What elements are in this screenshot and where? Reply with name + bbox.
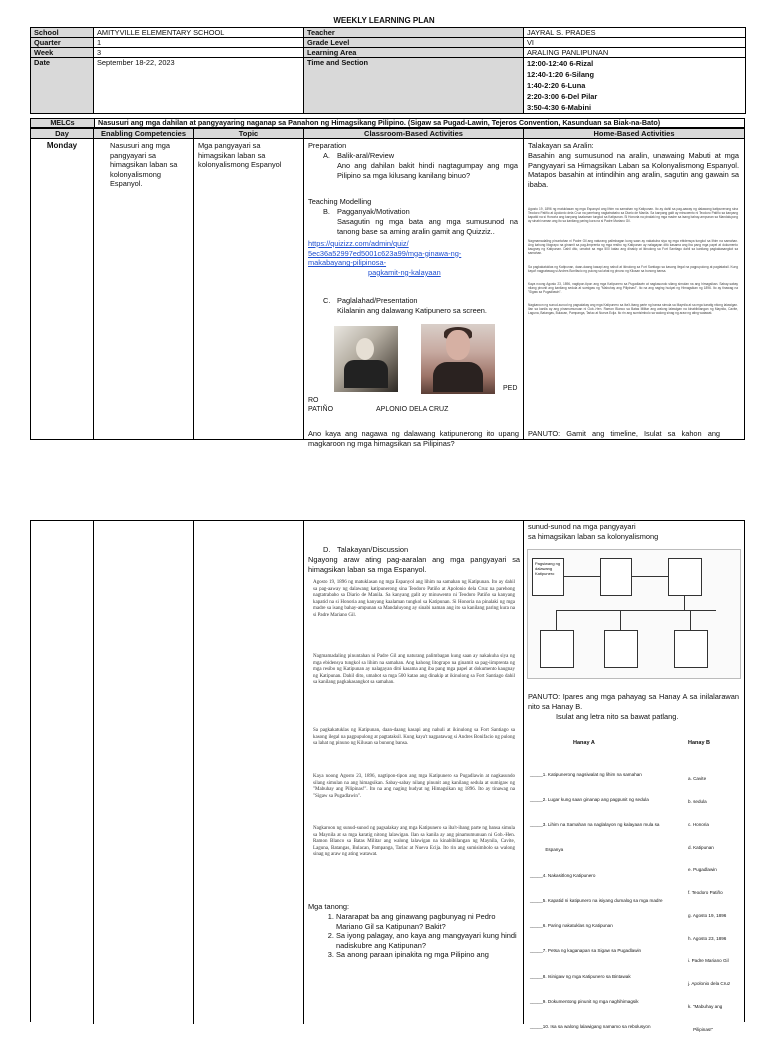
header-table [30, 27, 746, 114]
hanay-b-item: d. Katipunan [688, 844, 714, 850]
hanay-a-item: _____9. Dokumentong pinunit ng mga naghihimagsik [530, 998, 639, 1004]
schedule-item: 2:20-3:00 6-Del Pilar [527, 92, 598, 101]
quarter-value: 1 [94, 38, 304, 48]
home-reading-p2: Nagmamadaling pinuntahan ni Padre Gil ang naturang palimbagan kung saan ay nakakuha siya ng mga ebidensya tungkol sa lihim na samahan. Ang kahong litograpo na ginamit sa pag-iimprenta ng mga resibo ng Katipunan ay nalagayan ditó kasama ang iba pang mga papel at dokumento kaugnay ng Katipunan. Dahil dito, umabot sa mga 500 katao ang dinakip at ikinulong sa Fort Santiago dahil sa kanilang pagkakasangkot sa samahan. [528, 239, 738, 255]
hanay-b-item: b. sedula [688, 798, 707, 804]
hanay-a-item: Espanya [530, 847, 564, 853]
hanay-a-item: _____3. Lihim na Samahan na naglalayon ng kalayaan mula sa [530, 822, 660, 828]
timeline-box[interactable] [600, 558, 632, 596]
hanay-b-item: c. Honoria [688, 821, 709, 827]
hanay-b-item: i. Padre Mariano Gil [688, 958, 729, 964]
item-d-title: Talakayan/Discussion [337, 545, 409, 554]
home-title: Talakayan sa Aralin: [528, 141, 594, 150]
timeline-box[interactable] [668, 558, 702, 596]
caption-patino: PATIÑO [308, 406, 334, 413]
hanay-a-item: _____4. Nakasitlong Katipunero [530, 872, 596, 878]
caption-ped: PED [503, 385, 518, 392]
hanay-b-item: k. "Mabuhay ang [688, 1004, 723, 1009]
hanay-b-list [688, 760, 744, 1041]
schedule-item: 1:40-2:20 6-Luna [527, 81, 586, 90]
hanay-b-heading: Hanay B [688, 740, 711, 746]
modelling-heading: Teaching Modelling [308, 197, 372, 206]
topic-text: Mga pangyayari sa himagsikan laban sa kolonyalismong Espanyol [198, 141, 282, 170]
home-continued-1: sunud-sunod na mga pangyayari [528, 522, 636, 531]
discussion-p3: Sa pagkakatuklas ng Katipunan, daan-daang kasapi ang nahuli at ikinulong sa Fort Santiago sa kasong ilegal na pagpupulong at pagtataksil. Kung kaya't nagpatawag si Andres Bonifacio ng pulong sa lahat ng pinuno ng Kilusan sa bunong bansa. [313, 728, 515, 746]
home-reading-p4: Kaya noong Agosto 23, 1896, nagtipon-tipon ang mga Katipunero sa Pugadlawin at nagkasundo silang simulan na ang himagsikan. Sabay-sabay nilang pinunit ang kanilang sedula at sumigaw ng "Mabuhay ang Pilipinas!". Ito na ang naging hudyat ng Himagsikan ng 1896. Ito ay tinawag na "Sigaw sa Pugadlawin". [528, 282, 738, 294]
home-reading-p3: Sa pagkakatuklas ng Katipunan, daan-daang kasapi ang nahuli at ikinulong sa Fort Santiago sa kasong ilegal na pagpupulong at pagtataksil. Kung kaya't nagpatawag si Andres Bonifacio ng pulong sa lahat ng pinuno ng Kilusan sa bunong bansa. [528, 265, 738, 273]
dela-cruz-photo [421, 324, 495, 394]
timeline-box[interactable] [604, 630, 638, 668]
item-a-text: Ano ang dahilan bakit hindi nagtagumpay ang mga Pilipino sa mga kilusang kanilang binuo? [337, 161, 518, 180]
caption-dela-cruz: APLONIO DELA CRUZ [376, 406, 449, 413]
hanay-a-item: _____2. Lugar kung saan ginanap ang pagpunit ng sedula [530, 797, 649, 803]
schedule-item: 12:40-1:20 6-Silang [527, 70, 594, 79]
home-reading-p1: Agosto 19, 1896 ng matuklasan ng mga Espanyol ang lihim na samahan ng Katipunan. Ito ay dahil sa pag-aaway ng dalawang katipunerong sina Teodoro Patiño at Apolonio dela Cruz na parehong nagtatrabaho sa Diario de Manila. Sa kanyang galit ay minuwento ni Teodoro Patiño sa kanyang kapatid na si Honoria ang kanyang kaalaman tungkol sa Katipunan. Si Honoria na pinalaki ng mga madre sa isang bahay-ampunan sa Mandaluyong ay sinabi naman ang ito sa kanilang paring kura na si Padre Mariano Gil. [528, 207, 738, 223]
home-continued-2: sa himagsikan laban sa kolonyalismong [528, 532, 659, 541]
discussion-p2: Nagmamadaling pinuntahan ni Padre Gil ang naturang palimbagan kung saan ay nakakuha siya ng mga ebidensya tungkol sa lihim na samahan. Ang kahong litograpo na ginamit sa pag-iimprenta ng mga resibo ng Katipunan ay nalagayan ditó kasama ang iba pang mga papel at dokumento kaugnay ng Katipunan. Dahil dito, umabot sa mga 500 katao ang dinakip at ikinulong sa Fort Santiago dahil sa kanilang pagkakasangkot sa samahan. [313, 654, 515, 685]
schedule-list [524, 58, 746, 114]
home-text: Basahin ang sumusunod na aralin, unawaing Mabuti at mga Pangyayari sa Himagsikan Laban sa Kolonyalismong Espanyol. Matapos basahin at intindihin ang aralin, sagutin ang gawain sa ibaba. [528, 151, 739, 189]
hanay-b-item: f. Teodoro Patiño [688, 890, 723, 896]
hanay-a-item: _____1. Katipunerong nagsiwalat ng lihim na samahan [530, 771, 642, 777]
date-label: Date [31, 58, 94, 114]
item-a-title: Balik-aral/Review [337, 151, 395, 160]
teacher-value: JAYRAL S. PRADES [524, 28, 746, 38]
home-reading-p5: Nagkaroon ng sunud-sunod ng pagsalakay ang mga Katipunero sa iba't-ibang parte ng bansa simula sa Maynila at sa mga karatig nitong lalawigan. Ilan sa kanila ay ang pinamumunuan ni Gob.-Hen. Ramon Blanco sa Batas Militar ang walong lalawigan na kinabibilangan ng Maynila, Cavite, Laguna, Batangas, Bulacan, Pampanga, Tarlac at Nueva Ecija. Ito rin ang sumisimbolo sa walong sinag ng araw ng ating watawat. [528, 303, 738, 315]
question-item: 2. Sa iyong palagay, ano kaya ang mangyayari kung hindi nadiskubre ang Katipunan? [336, 931, 520, 950]
timeline-box-first: Pagsiwang ng dalawang Katipunero [532, 558, 564, 596]
document-title: WEEKLY LEARNING PLAN [333, 16, 435, 25]
quiz-link-line[interactable]: 5ec36a52997ed5001c623a99/mga-ginawa-ng- [308, 248, 462, 258]
panuto-2-instruction: Isulat ang letra nito sa bawat patlang. [556, 712, 679, 721]
hanay-b-item: Pilipinas!" [688, 1026, 714, 1032]
melcs-text: Nasusuri ang mga dahilan at pangyayaring naganap sa Panahon ng Himagsikang Pilipino. (Sigaw sa Pugad-Lawin, Tejeros Convention, Kasunduan sa Biak-na-Bato) [98, 118, 661, 127]
questions-heading: Mga tanong: [308, 902, 350, 911]
item-c-label: C. [323, 296, 331, 305]
item-d-label: D. [323, 545, 331, 554]
item-c-title: Paglalahad/Presentation [337, 296, 418, 305]
patino-photo [334, 326, 398, 392]
day-monday: Monday [46, 141, 78, 150]
hanay-b-item: h. Agosto 23, 1896 [688, 935, 727, 941]
classroom-question: Ano kaya ang nagawa ng dalawang katipunerong ito upang magkaroon ng mga himagsikan sa Pilipinas? [308, 429, 519, 448]
discussion-p5: Nagkaroon ng sunud-sunod ng pagsalakay ang mga Katipunero sa iba't-ibang parte ng bansa simula sa Maynila at sa mga karatig nitong lalawigan. Ilan sa kanila ay ang pinamumunuan ni Gob.-Hen. Ramon Blanco sa Batas Militar ang walong lalawigan na kinabibilangan ng Maynila, Cavite, Laguna, Batangas, Bulacan, Pampanga, Tarlac at Nueva Ecija. Ito rin ang sumisimbolo sa walong sinag ng araw ng ating watawat. [313, 826, 515, 857]
competency-text: Nasusuri ang mga pangyayari sa himagsikan laban sa kolonyalismong Espanyol. [110, 141, 178, 189]
date-value: September 18-22, 2023 [94, 58, 304, 114]
school-label: School [31, 28, 94, 38]
caption-ro: RO [308, 397, 319, 404]
item-b-label: B. [323, 207, 330, 216]
timeline-box[interactable] [540, 630, 574, 668]
hanay-a-item: _____7. Petsa ng kaganapan sa Sigaw sa Pugadlawin [530, 948, 642, 954]
quarter-label: Quarter [31, 38, 94, 48]
hanay-a-item: _____10. Isa sa walong lalawigang namamo sa rebolusyon [530, 1024, 651, 1029]
item-d-text: Ngayong araw ating pag-aaralan ang mga pangyayari sa himagsikan laban sa mga Espanyol. [308, 555, 520, 574]
week-value: 3 [94, 48, 304, 58]
item-a-label: A. [323, 151, 330, 160]
teacher-label: Teacher [304, 28, 524, 38]
questions-list [308, 912, 520, 960]
panuto-2: PANUTO: Ipares ang mga pahayag sa Hanay A sa inilalarawan nito sa Hanay B. [528, 692, 739, 711]
school-value: AMITYVILLE ELEMENTARY SCHOOL [94, 28, 304, 38]
quiz-link-line[interactable]: https://quizizz.com/admin/quiz/ [308, 239, 409, 248]
col-topic: Topic [194, 129, 303, 138]
discussion-p1: Agosto 19, 1896 ng matuklasan ng mga Espanyol ang lihim na samahan ng Katipunan. Ito ay dahil sa pag-aaway ng dalawang katipunerong sina Teodoro Patiño at Apolonio dela Cruz na parehong nagtatrabaho sa Diario de Manila. Sa kanyang galit ay minuwento ni Teodoro Patiño sa kanyang kapatid na si Honoria ang kanyang kaalaman tungkol sa Katipunan. Si Honoria na pinalaki ng mga madre sa isang bahay-ampunan sa Mandaluyong ay sinabi naman ang ito sa kanilang paring kura na si Padre Mariano Gil. [313, 580, 515, 618]
melcs-row [30, 118, 745, 128]
col-day: Day [31, 129, 93, 138]
quiz-link-line[interactable]: pagkamit-ng-kalayaan [368, 267, 441, 277]
hanay-b-item: e. Pugadlawin [688, 867, 717, 873]
quiz-link-line[interactable]: makabayang-pilipinosa- [308, 258, 387, 268]
hanay-a-item: _____5. Kapatid ni katipunero na isiyang dumalog sa mga madre [530, 897, 663, 903]
grade-value: VI [524, 38, 746, 48]
hanay-a-item: _____6. Paring nakatuklas ng Katipunan [530, 923, 613, 929]
timeline-box[interactable] [674, 630, 708, 668]
question-item: 1. Nararapat ba ang ginawang pagbunyag ni Pedro Mariano Gil sa Katipunan? Bakit? [336, 912, 520, 931]
time-label: Time and Section [304, 58, 524, 114]
item-b-title: Pagganyak/Motivation [337, 207, 410, 216]
area-label: Learning Area [304, 48, 524, 58]
item-c-text: Kilalanin ang dalawang Katipunero sa screen. [337, 306, 487, 315]
hanay-a-heading: Hanay A [573, 740, 595, 746]
col-home: Home-Based Activities [524, 129, 744, 138]
item-b-text: Sasagutin ng mga bata ang mga sumusunod na tanong base sa aming aralin gamit ang Quizziz.. [337, 217, 518, 236]
home-panuto: PANUTO: Gamit ang timeline, Isulat sa kahon ang [528, 429, 721, 438]
week-label: Week [31, 48, 94, 58]
discussion-p4: Kaya noong Agosto 23, 1896, nagtipon-tipon ang mga Katipunero sa Pugadlawin at nagkasundo silang simulan na ang himagsikan. Sabay-sabay nilang pinunit ang kanilang sedula at sumigaw ng "Mabuhay ang Pilipinas!". Ito na ang naging hudyat ng Himagsikan ng 1896. Ito ay tinawag na "Sigaw sa Pugadlawin". [313, 774, 515, 799]
hanay-a-list [530, 754, 680, 1040]
schedule-item: 3:50-4:30 6-Mabini [527, 103, 592, 112]
quiz-link[interactable] [308, 239, 520, 277]
question-item: 3. Sa anong paraan ipinakita ng mga Pilipino ang [336, 950, 520, 960]
preparation-heading: Preparation [308, 141, 347, 150]
col-classroom: Classroom-Based Activities [304, 129, 523, 138]
schedule-item: 12:00-12:40 6-Rizal [527, 59, 594, 68]
hanay-b-item: a. Cavite [688, 776, 707, 782]
hanay-b-item: g. Agosto 19, 1896 [688, 912, 727, 918]
hanay-a-item: _____8. Isinigaw ng mga Katipunero sa Bintawak [530, 973, 631, 979]
melcs-label: MELCs [31, 119, 95, 127]
grade-label: Grade Level [304, 38, 524, 48]
hanay-b-item: j. Apolonio dela Cruz [688, 981, 731, 987]
area-value: ARALING PANLIPUNAN [524, 48, 746, 58]
col-competencies: Enabling Competencies [94, 129, 193, 138]
